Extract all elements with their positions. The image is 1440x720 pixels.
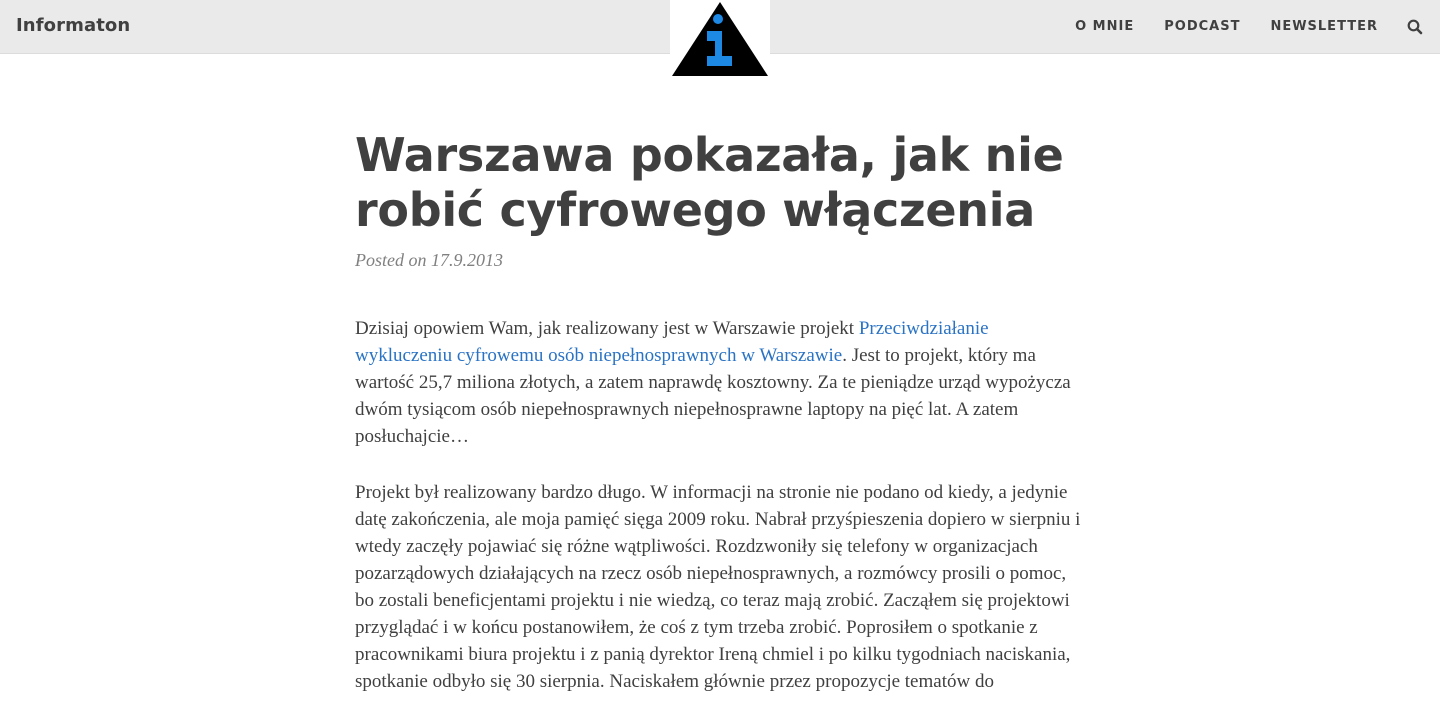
nav-link-newsletter[interactable]: NEWSLETTER bbox=[1270, 19, 1378, 34]
nav-link-podcast[interactable]: PODCAST bbox=[1164, 19, 1241, 34]
article bbox=[355, 128, 1085, 695]
page-title: Warszawa pokazała, jak nie robić cyfrowego włączenia bbox=[355, 128, 1064, 237]
brand-link[interactable]: Informaton bbox=[16, 15, 131, 36]
search-icon[interactable] bbox=[1406, 18, 1424, 36]
paragraph-text: . Jest to projekt, który ma wartość 25,7 miliona złotych, a zatem naprawdę kosztowny. Za te pieniądze urząd wypożycza dwóm tysiącom osób niepełnosprawnych niepełnosprawne laptopy na pięć lat. A zatem posłuchajcie… bbox=[355, 345, 1071, 447]
site-logo[interactable] bbox=[670, 0, 770, 78]
main-nav bbox=[1045, 18, 1424, 36]
article-paragraph: Projekt był realizowany bardzo długo. W informacji na stronie nie podano od kiedy, a jedynie datę zakończenia, ale moja pamięć sięga 2009 roku. Nabrał przyśpieszenia dopiero w sierpniu i wtedy zaczęły pojawiać się różne wątpliwości. Rozdzwoniły się telefony w organizacjach pozarządowych działających na rzecz osób niepełnosprawnych, a rozmówcy prosili o pomoc, bo zostali beneficjentami projektu i nie wiedzą, co teraz mają zrobić. Zacząłem się projektowi przyglądać i w końcu postanowiłem, że coś z tym trzeba zrobić. Poprosiłem o spotkanie z pracownikami biura projektu i z panią dyrektor Ireną chmiel i po kilku tygodniach naciskania, spotkanie odbyło się 30 sierpnia. Naciskałem głównie przez propozycje tematów do bbox=[355, 482, 1081, 692]
article-paragraph bbox=[355, 315, 1085, 450]
project-link[interactable]: Przeciwdziałanie wykluczeniu cyfrowemu osób niepełnosprawnych w Warszawie bbox=[355, 318, 989, 366]
post-date: Posted on 17.9.2013 bbox=[355, 250, 503, 270]
nav-link-o-mnie[interactable]: O MNIE bbox=[1075, 19, 1135, 34]
paragraph-text: Dzisiaj opowiem Wam, jak realizowany jest w Warszawie projekt bbox=[355, 318, 859, 339]
info-triangle-icon bbox=[670, 0, 770, 78]
